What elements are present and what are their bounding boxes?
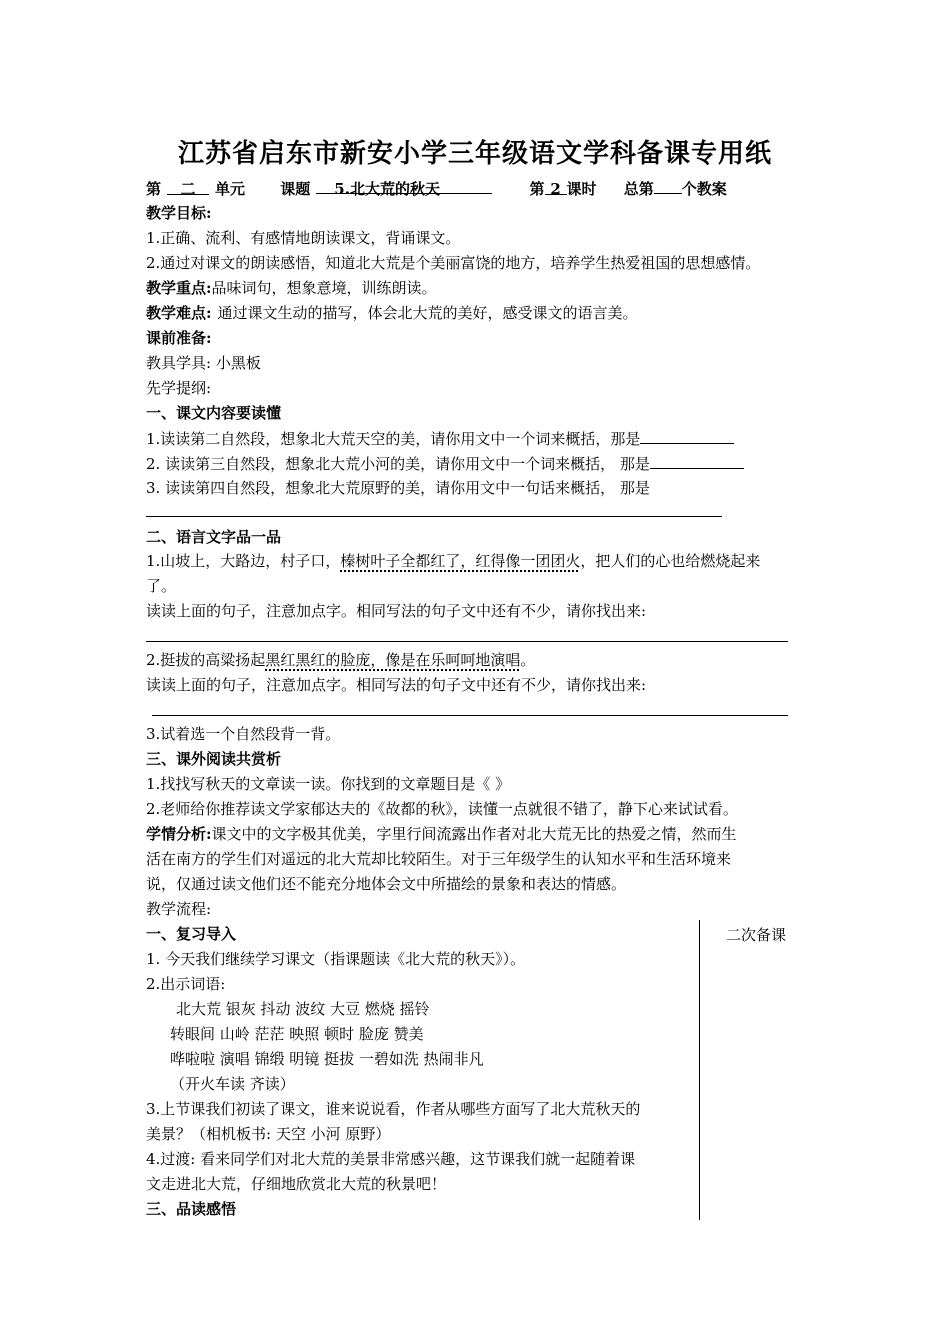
process-step-3a: 3.上节课我们初读了课文，谁来说说看，作者从哪些方面写了北大荒秋天的 (146, 1100, 641, 1118)
section1-q2 (146, 453, 744, 474)
sentence2-part-a: 2.挺拔的高粱扬起 (146, 651, 266, 669)
key-points (146, 278, 437, 298)
objective-2: 2.通过对课文的朗读感悟，知道北大荒是个美丽富饶的地方，培养学生热爱祖国的思想感情。 (146, 254, 761, 272)
secondary-prep-label: 二次备课 (726, 926, 787, 944)
objectives-label: 教学目标: (146, 204, 212, 222)
analysis-line-3: 说，仅通过读文他们还不能充分地体会文中所描绘的景象和表达的情感。 (146, 875, 627, 893)
word-row-2: 转眼间 山岭 茫茫 映照 顿时 脸庞 赞美 (170, 1025, 424, 1043)
section2-sentence1-end: 了。 (146, 577, 177, 595)
preparation-tools: 教具学具: 小黑板 (146, 354, 261, 372)
section2-sentence2 (146, 650, 535, 670)
unit-suffix: 单元 (215, 180, 246, 198)
lesson-prefix: 第 (529, 180, 545, 198)
section1-q1 (146, 428, 734, 449)
word-row-4: （开火车读 齐读） (170, 1075, 295, 1093)
section1-q2-text: 2. 读读第三自然段，想象北大荒小河的美，请你用文中一个词来概括， 那是 (146, 455, 650, 473)
preparation-outline: 先学提纲: (146, 379, 212, 397)
total-blank (654, 178, 682, 194)
key-points-label: 教学重点: (146, 279, 212, 297)
process-step-1: 1. 今天我们继续学习课文（指课题读《北大荒的秋天》）。 (146, 950, 526, 968)
sentence2-part-b: 。 (520, 651, 536, 669)
unit-value-text: 二 (180, 180, 196, 198)
total-suffix: 个教案 (681, 180, 727, 198)
word-row-1: 北大荒 银灰 抖动 波纹 大豆 燃烧 摇铃 (176, 1000, 430, 1018)
difficulties-label: 教学难点: (146, 304, 212, 322)
process-heading-3: 三、品读感悟 (146, 1200, 237, 1218)
answer-blank-2 (650, 453, 744, 469)
topic-value (316, 179, 492, 198)
process-heading-1: 一、复习导入 (146, 925, 237, 943)
preparation-label: 课前准备: (146, 329, 212, 347)
process-step-4a: 4.过渡: 看来同学们对北大荒的美景非常感兴趣，这节课我们就一起随着课 (146, 1150, 636, 1168)
total-prefix: 总第 (623, 180, 654, 198)
column-divider (699, 920, 700, 1220)
process-step-2: 2.出示词语: (146, 975, 226, 993)
unit-value (167, 179, 209, 198)
section2-heading: 二、语言文字品一品 (146, 528, 282, 546)
section3-heading: 三、课外阅读共赏析 (146, 750, 282, 768)
objective-1: 1.正确、流利、有感情地朗读课文，背诵课文。 (146, 229, 461, 247)
section2-sentence3: 3.试着选一个自然段背一背。 (146, 725, 341, 743)
sentence2-dotted: 黑红黑红的脸庞，像是在乐呵呵地演唱 (265, 651, 521, 669)
word-row-3: 哗啦啦 演唱 锦缎 明镜 挺拔 一碧如洗 热闹非凡 (170, 1050, 484, 1068)
section3-item1: 1.找找写秋天的文章读一读。你找到的文章题目是《 》 (146, 775, 511, 793)
answer-line-5 (152, 715, 788, 716)
lesson-value-text: 2 (550, 180, 561, 198)
difficulties-text: 通过课文生动的描写，体会北大荒的美好，感受课文的语言美。 (217, 304, 638, 322)
process-label: 教学流程: (146, 900, 212, 918)
sentence1-part-b: ，把人们的心也给燃烧起来 (580, 552, 761, 570)
section1-q3: 3. 读读第四自然段，想象北大荒原野的美，请你用文中一句话来概括， 那是 (146, 479, 650, 497)
lesson-suffix: 课时 (566, 180, 597, 198)
unit-prefix: 第 (146, 180, 162, 198)
topic-value-text: 5.北大荒的秋天 (334, 180, 440, 198)
difficulties (146, 303, 638, 323)
process-step-4b: 文走进北大荒，仔细地欣赏北大荒的秋景吧！ (146, 1175, 447, 1193)
sentence1-dotted: 榛树叶子全都红了，红得像一团团火 (340, 552, 581, 570)
topic-label: 课题 (280, 180, 311, 198)
sentence1-part-a: 1.山坡上，大路边，村子口， (146, 552, 341, 570)
key-points-text: 品味词句，想象意境，训练朗读。 (211, 279, 437, 297)
section2-instruction-1: 读读上面的句子，注意加点字。相同写法的句子文中还有不少，请你找出来: (146, 602, 647, 620)
analysis-line-1 (146, 824, 737, 844)
answer-line-4 (146, 641, 788, 642)
process-step-3b: 美景？（相机板书: 天空 小河 原野） (146, 1125, 391, 1143)
lesson-value (545, 179, 567, 198)
section2-sentence1 (146, 551, 760, 571)
section1-heading: 一、课文内容要读懂 (146, 404, 282, 422)
analysis-line-2: 活在南方的学生们对遥远的北大荒却比较陌生。对于三年级学生的认知水平和生活环境来 (146, 850, 732, 868)
answer-line-3 (146, 516, 722, 517)
analysis-label: 学情分析: (146, 825, 212, 843)
section3-item2: 2.老师给你推荐读文学家郁达夫的《故都的秋》，读懂一点就很不错了，静下心来试试看。 (146, 800, 738, 818)
page-title: 江苏省启东市新安小学三年级语文学科备课专用纸 (177, 139, 772, 169)
analysis-text-1: 课文中的文字极其优美，字里行间流露出作者对北大荒无比的热爱之情，然而生 (211, 825, 737, 843)
answer-blank-1 (640, 428, 734, 444)
lesson-header (146, 178, 727, 199)
section1-q1-text: 1.读读第二自然段，想象北大荒天空的美，请你用文中一个词来概括，那是 (146, 430, 641, 448)
section2-instruction-2: 读读上面的句子，注意加点字。相同写法的句子文中还有不少，请你找出来: (146, 676, 647, 694)
